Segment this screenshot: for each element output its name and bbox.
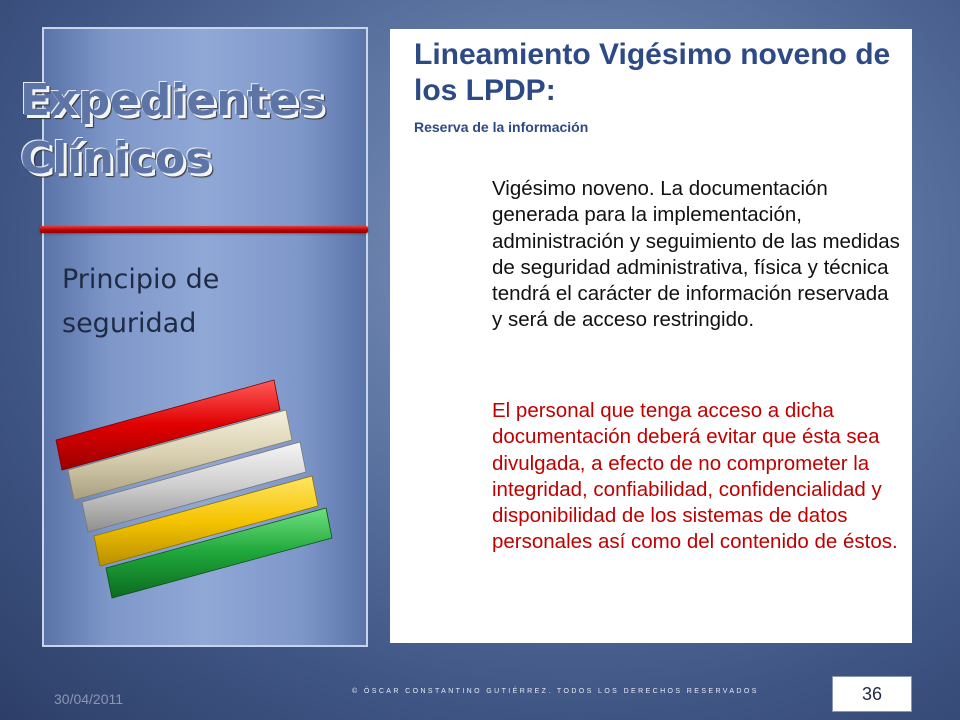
slide-subtitle: Principio de seguridad xyxy=(62,264,220,339)
paragraph-personnel: El personal que tenga acceso a dicha documentación deberá evitar que ésta sea divulgada, a efecto de no comprometer la integridad, confiabilidad, confidencialidad y disponibilidad de los sistemas de datos personales así como del contenido de éstos. xyxy=(492,399,898,554)
content-panel xyxy=(390,29,912,643)
slide-number: 36 xyxy=(832,676,912,712)
footer-date: 30/04/2011 xyxy=(54,691,124,707)
content-subheading: Reserva de la información xyxy=(414,119,589,135)
slide-title xyxy=(20,72,325,188)
paragraph-article: Vigésimo noveno. La documentación generada para la implementación, administración y seguimiento de las medidas de seguridad administrativa, física y técnica tendrá el carácter de información reservada y será de acceso restringido. xyxy=(492,177,900,332)
footer-copyright: © ÓSCAR CONSTANTINO GUTIÉRREZ. TODOS LOS DERECHOS RESERVADOS xyxy=(352,688,759,695)
color-stripes-graphic xyxy=(40,370,340,610)
content-heading: Lineamiento Vigésimo noveno de los LPDP: xyxy=(414,38,891,107)
slide-title-line2: Clínicos xyxy=(20,133,212,184)
slide-title-line1: Expedientes xyxy=(20,75,325,126)
title-divider xyxy=(40,226,368,233)
